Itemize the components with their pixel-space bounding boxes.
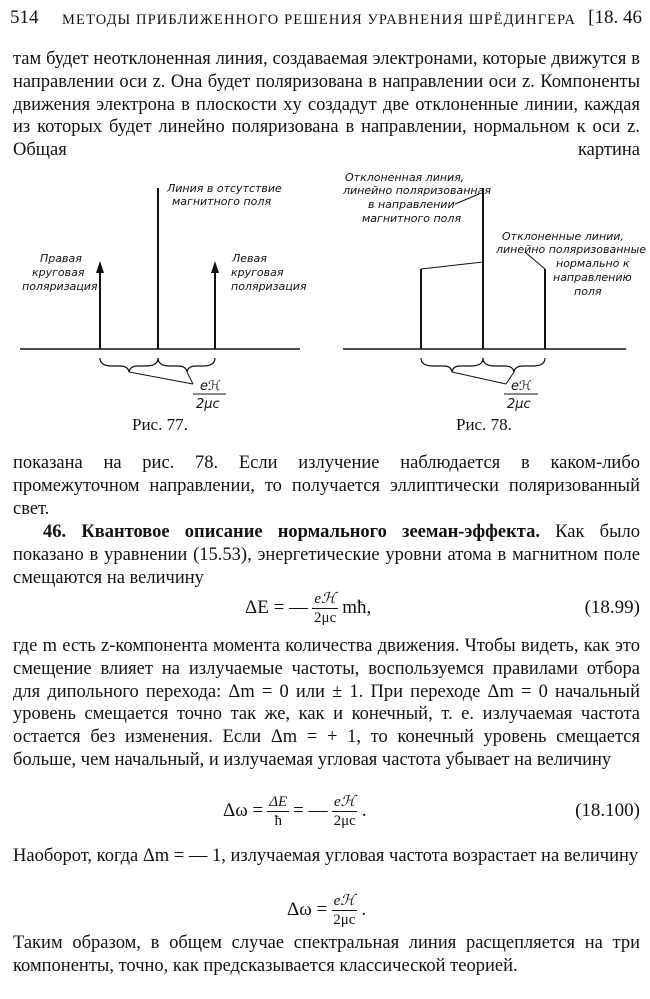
fig77-left-label-1: Правая bbox=[40, 252, 82, 265]
fig78-center-label-2: линейно поляризованная bbox=[343, 184, 491, 197]
fig77-pointer-1 bbox=[129, 372, 193, 384]
fig77-left-brace bbox=[100, 358, 158, 372]
fig77-right-brace bbox=[158, 358, 215, 372]
fig78-right-label-5: поля bbox=[574, 285, 602, 298]
eq1-rhs: mħ, bbox=[342, 597, 372, 618]
eq3-num: eℋ bbox=[333, 892, 356, 909]
eq2-end: . bbox=[361, 800, 367, 821]
eq3-fraction bbox=[331, 892, 357, 929]
fig78-right-brace bbox=[483, 358, 545, 372]
running-header bbox=[10, 5, 642, 31]
eq2-den1: ħ bbox=[274, 812, 282, 829]
fig78-center-label-3: в направлении bbox=[368, 198, 455, 211]
eq1-fraction bbox=[312, 590, 338, 627]
paragraph-fig-description: показана на рис. 78. Если излучение наблюдается в каком-либо промежуточном направлении, то получается эллиптически поляризованный свет. bbox=[13, 453, 640, 519]
fig77-pointer-2 bbox=[187, 372, 193, 384]
eq3-den: 2μc bbox=[333, 911, 356, 928]
fig78-right-label-1: Отклоненные линии, bbox=[502, 230, 624, 243]
equation-18-99 bbox=[13, 585, 640, 631]
eq1-lhs: ΔE = — bbox=[245, 597, 309, 618]
section-heading: 46. Квантовое описание нормального зееман-эффекта. bbox=[43, 522, 540, 542]
eq1-label: (18.99) bbox=[584, 597, 640, 618]
eq3-lhs: Δω = bbox=[287, 899, 328, 920]
fig77-spacing-num: eℋ bbox=[200, 379, 221, 394]
fig77-spacing-den: 2μc bbox=[196, 397, 220, 412]
fig78-left-brace bbox=[421, 358, 483, 372]
fig77-right-label-3: поляризация bbox=[231, 280, 307, 293]
eq2-num2: eℋ bbox=[334, 793, 356, 810]
paragraph-intro: там будет неотклоненная линия, создаваемая электронами, которые движутся в направлении оси z. Она будет поляризована в направлении оси z. Компоненты движения электрона в плоскости xy создадут две отклоненные линии, каждая из которых будет линейно поляризована в направлении, нормальном к оси z. Общая картина bbox=[13, 49, 640, 161]
fig78-caption: Рис. 78. bbox=[456, 415, 512, 434]
fig77-right-label-1: Левая bbox=[232, 252, 267, 265]
running-title: МЕТОДЫ ПРИБЛИЖЕННОГО РЕШЕНИЯ УРАВНЕНИЯ ШРЁДИНГЕРА bbox=[62, 12, 577, 28]
equation-18-100 bbox=[13, 788, 640, 834]
paragraph-section-46 bbox=[13, 521, 640, 589]
fig78-right-label-2: линейно поляризованные bbox=[496, 243, 647, 256]
fig77-left-label-3: поляризация bbox=[22, 280, 98, 293]
fig78-right-label-4: направлению bbox=[553, 271, 632, 284]
paragraph-conclusion: Таким образом, в общем случае спектральная линия расщепляется на три компоненты, точно, как предсказывается классической теорией. bbox=[13, 933, 640, 976]
fig77-center-label-1: Линия в отсутствие bbox=[167, 182, 282, 195]
eq2-label: (18.100) bbox=[575, 800, 640, 821]
paragraph-inverse: Наоборот, когда Δm = — 1, излучаемая угловая частота возрастает на величину bbox=[13, 846, 639, 866]
figure-77 bbox=[20, 182, 307, 412]
section-text: Как было показано в уравнении (15.53), энергетические уровни атома в магнитном поле смещаются на величину bbox=[13, 522, 640, 588]
equation-unnumbered bbox=[13, 887, 640, 933]
fig78-spacing-den: 2μc bbox=[507, 397, 531, 412]
fig77-center-label-2: магнитного поля bbox=[172, 195, 272, 208]
eq2-lhs: Δω = bbox=[223, 800, 264, 821]
paragraph-selection-rules: где m есть z-компонента момента количества движения. Чтобы видеть, как это смещение влияет на излучаемые частоты, воспользуемся правилами отбора для дипольного перехода: Δm = 0 или ± 1. При переходе Δm = 0 начальный уровень смещается точно так же, как и конечный, т. е. излучаемая частота остается без изменения. Если Δm = + 1, то конечный уровень смещается больше, чем начальный, и излучаемая угловая частота убывает на величину bbox=[13, 636, 640, 770]
fig77-caption: Рис. 77. bbox=[132, 415, 188, 434]
figure-78 bbox=[342, 171, 646, 412]
fig78-pointer-1 bbox=[452, 372, 506, 384]
section-marker: [18. 46 bbox=[588, 7, 642, 28]
eq2-den2: 2μc bbox=[333, 812, 356, 829]
fig78-center-label-1: Отклоненная линия, bbox=[345, 171, 465, 184]
page-number: 514 bbox=[10, 7, 39, 28]
eq2-mid: = — bbox=[293, 800, 328, 821]
eq1-den: 2μc bbox=[314, 609, 337, 626]
fig78-left-tick bbox=[421, 262, 483, 269]
eq2-num1: ΔE bbox=[269, 793, 288, 810]
fig77-left-arrowhead bbox=[96, 261, 104, 273]
fig77-right-label-2: круговая bbox=[231, 266, 284, 279]
fig77-right-arrowhead bbox=[211, 261, 219, 273]
eq1-num: eℋ bbox=[314, 590, 336, 607]
eq3-end: . bbox=[361, 899, 367, 920]
eq2-fraction-1 bbox=[267, 793, 289, 830]
fig78-right-label-3: нормально к bbox=[556, 257, 630, 270]
fig77-left-label-2: круговая bbox=[32, 266, 85, 279]
eq2-fraction-2 bbox=[332, 793, 358, 830]
figures bbox=[0, 158, 650, 458]
fig78-center-label-4: магнитного поля bbox=[362, 212, 462, 225]
fig78-spacing-num: eℋ bbox=[511, 379, 532, 394]
